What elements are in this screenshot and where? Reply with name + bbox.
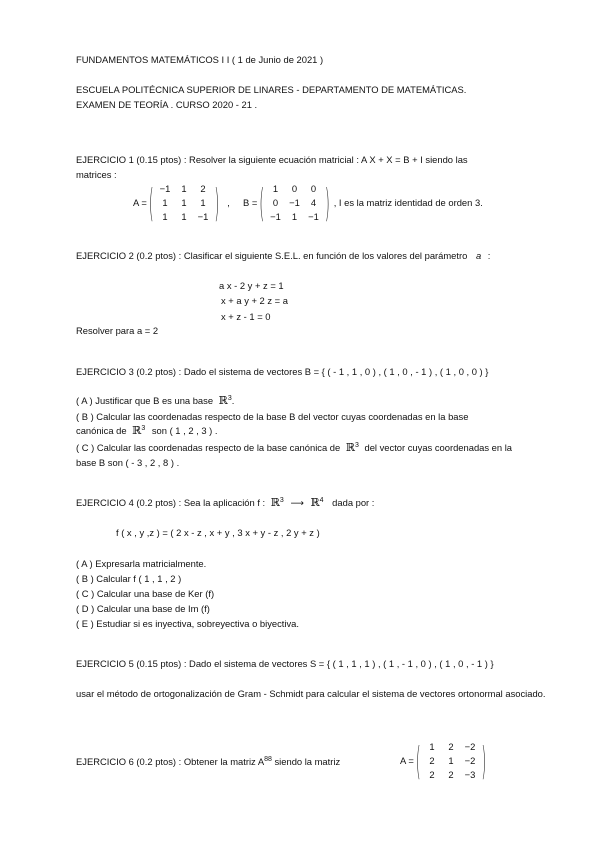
ex3-part-b: ( B ) Calcular las coordenadas respecto de la base B del vector cuyas coordenadas en la base bbox=[76, 411, 469, 422]
school-name: ESCUELA POLITÉCNICA SUPERIOR DE LINARES - DEPARTAMENTO DE MATEMÁTICAS. bbox=[76, 84, 467, 95]
ex6-title-text: EJERCICIO 6 (0.2 ptos) : Obtener la matriz A bbox=[76, 756, 265, 767]
matrix-cell: 1 bbox=[448, 755, 454, 766]
ex4-item-b: ( B ) Calcular f ( 1 , 1 , 2 ) bbox=[76, 573, 182, 584]
matrix-a-grid bbox=[156, 182, 213, 223]
matrix-cell: 1 bbox=[162, 197, 168, 208]
right-paren: ) bbox=[325, 180, 330, 225]
matrix-cell: −1 bbox=[197, 211, 209, 222]
matrix-a-label: A = bbox=[133, 197, 147, 208]
ex1-continuation: matrices : bbox=[76, 169, 117, 180]
matrix-cell: 2 bbox=[429, 755, 435, 766]
matrix-a bbox=[133, 182, 230, 223]
ex6-title-end: siendo la matriz bbox=[271, 756, 341, 767]
matrix-cell: 4 bbox=[310, 197, 317, 208]
maps-to-arrow: ⟶ bbox=[290, 497, 304, 508]
matrix-cell: 1 bbox=[429, 741, 435, 752]
matrix-cell: 0 bbox=[291, 183, 298, 194]
ex3-part-b-end: son ( 1 , 2 , 3 ) . bbox=[151, 425, 218, 436]
matrix-cell: 1 bbox=[291, 211, 298, 222]
param-a: a bbox=[475, 250, 482, 261]
real-numbers-symbol: ℝ bbox=[310, 496, 320, 509]
matrix-cell: −2 bbox=[464, 741, 476, 752]
matrix-cell: 0 bbox=[272, 197, 279, 208]
matrix-cell: 1 bbox=[181, 197, 187, 208]
matrix-separator: , bbox=[227, 197, 230, 208]
ex6-title bbox=[76, 756, 340, 767]
ex3-part-c-cont: base B son ( - 3 , 2 , 8 ) . bbox=[76, 457, 180, 468]
exponent: 3 bbox=[279, 497, 284, 504]
exponent: 4 bbox=[319, 497, 324, 504]
right-paren: ) bbox=[481, 738, 487, 783]
real-numbers-symbol: ℝ bbox=[218, 394, 228, 407]
ex4-title-text: EJERCICIO 4 (0.2 ptos) : Sea la aplicación f : bbox=[76, 497, 266, 508]
matrix-a6 bbox=[400, 740, 486, 781]
matrix-a6-grid bbox=[423, 740, 480, 781]
real-numbers-symbol: ℝ bbox=[132, 424, 142, 437]
ex4-item-e: ( E ) Estudiar si es inyectiva, sobreyectiva o biyectiva. bbox=[76, 618, 300, 629]
matrix-cell: 1 bbox=[181, 211, 187, 222]
ex5-body: usar el método de ortogonalización de Gram - Schmidt para calcular el sistema de vectores ortonormal asociado. bbox=[76, 688, 546, 699]
ex2-solve: Resolver para a = 2 bbox=[76, 325, 159, 336]
exponent: 3 bbox=[227, 395, 232, 402]
exponent: 88 bbox=[264, 756, 272, 763]
matrix-cell: −2 bbox=[464, 755, 476, 766]
ex4-item-c: ( C ) Calcular una base de Ker (f) bbox=[76, 588, 215, 599]
ex4-item-a: ( A ) Expresarla matricialmente. bbox=[76, 558, 207, 569]
ex3-part-c-end: del vector cuyas coordenadas en la bbox=[364, 442, 512, 453]
matrix-cell: 2 bbox=[448, 741, 454, 752]
matrix-b bbox=[243, 182, 483, 223]
left-paren: ( bbox=[148, 180, 154, 225]
real-numbers-symbol: ℝ bbox=[270, 496, 280, 509]
matrix-cell: 1 bbox=[162, 211, 168, 222]
right-paren: ) bbox=[214, 180, 220, 225]
exponent: 3 bbox=[141, 425, 146, 432]
ex2-title-text: EJERCICIO 2 (0.2 ptos) : Clasificar el siguiente S.E.L. en función de los valores del parámetro bbox=[76, 250, 468, 261]
left-paren: ( bbox=[415, 738, 421, 783]
ex1-title: EJERCICIO 1 (0.15 ptos) : Resolver la siguiente ecuación matricial : A X + X = B + I siendo las bbox=[76, 154, 468, 165]
exponent: 3 bbox=[354, 442, 359, 449]
matrix-cell: 2 bbox=[200, 183, 206, 194]
ex5-title: EJERCICIO 5 (0.15 ptos) : Dado el sistema de vectores S = { ( 1 , 1 , 1 ) , ( 1 , - 1 , 0 ) , ( 1 , 0 , - 1 ) } bbox=[76, 658, 494, 669]
matrix-cell: 1 bbox=[200, 197, 206, 208]
identity-note: , I es la matriz identidad de orden 3. bbox=[333, 197, 483, 208]
matrix-cell: −3 bbox=[464, 769, 476, 780]
matrix-cell: 2 bbox=[429, 769, 435, 780]
ex3-part-c-text: ( C ) Calcular las coordenadas respecto de la base canónica de bbox=[76, 442, 341, 453]
ex2-title bbox=[76, 250, 490, 261]
matrix-cell: −1 bbox=[270, 211, 281, 222]
ex3-part-b-text: canónica de bbox=[76, 425, 127, 436]
matrix-cell: 1 bbox=[272, 183, 279, 194]
equation-1: a x - 2 y + z = 1 bbox=[219, 280, 284, 291]
ex3-part-c bbox=[76, 441, 512, 454]
ex4-title-end: dada por : bbox=[332, 497, 375, 508]
period: . bbox=[231, 395, 235, 406]
matrix-cell: −1 bbox=[289, 197, 300, 208]
ex3-part-a bbox=[76, 394, 234, 407]
equation-2: x + a y + 2 z = a bbox=[221, 295, 288, 306]
ex3-part-b-cont bbox=[76, 424, 218, 437]
matrix-cell: −1 bbox=[159, 183, 171, 194]
course-title: FUNDAMENTOS MATEMÁTICOS I I ( 1 de Junio de 2021 ) bbox=[76, 54, 324, 65]
real-numbers-symbol: ℝ bbox=[345, 441, 355, 454]
exam-info: EXAMEN DE TEORÍA . CURSO 2020 - 21 . bbox=[76, 99, 258, 110]
matrix-b-label: B = bbox=[243, 197, 258, 208]
left-paren: ( bbox=[259, 180, 265, 225]
matrix-cell: 2 bbox=[448, 769, 454, 780]
ex2-colon: : bbox=[487, 250, 491, 261]
matrix-cell: −1 bbox=[308, 211, 319, 222]
ex3-title: EJERCICIO 3 (0.2 ptos) : Dado el sistema de vectores B = { ( - 1 , 1 , 0 ) , ( 1 , 0 , - 1 ) , ( 1 , 0 , 0 ) } bbox=[76, 366, 489, 377]
ex4-item-d: ( D ) Calcular una base de Im (f) bbox=[76, 603, 210, 614]
ex4-title bbox=[76, 496, 374, 509]
equation-3: x + z - 1 = 0 bbox=[221, 311, 271, 322]
ex3-part-a-text: ( A ) Justificar que B es una base bbox=[76, 395, 214, 406]
matrix-b-grid bbox=[266, 182, 323, 223]
matrix-cell: 1 bbox=[181, 183, 187, 194]
matrix-a6-label: A = bbox=[400, 755, 414, 766]
map-formula: f ( x , y ,z ) = ( 2 x - z , x + y , 3 x + y - z , 2 y + z ) bbox=[116, 527, 320, 538]
matrix-cell: 0 bbox=[310, 183, 317, 194]
